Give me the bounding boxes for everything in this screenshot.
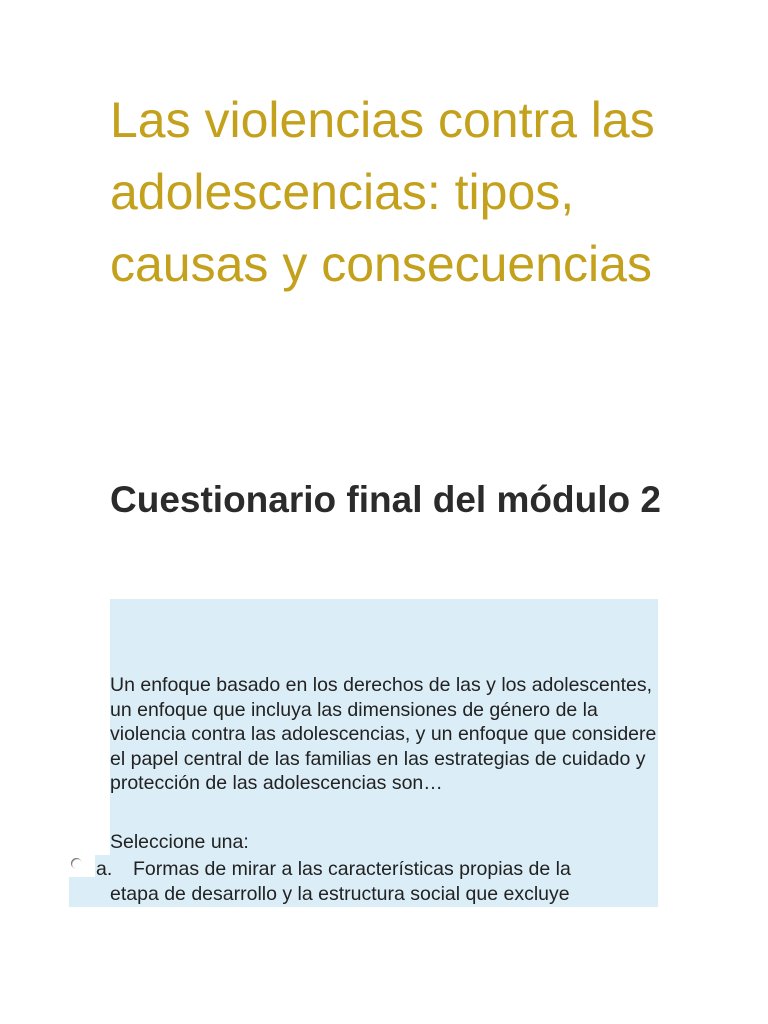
option-a-letter: a. — [96, 858, 113, 880]
quiz-title: Cuestionario final del módulo 2 — [110, 479, 661, 520]
option-a-radio[interactable] — [71, 858, 82, 869]
course-title: Las violencias contra las adolescencias: tipos, causas y consecuencias — [110, 92, 655, 292]
select-prompt: Seleccione una: — [110, 831, 249, 853]
option-a-text-continued[interactable]: etapa de desarrollo y la estructura social que excluye — [110, 883, 570, 905]
option-a-text[interactable]: Formas de mirar a las características propias de la — [133, 858, 571, 880]
question-text: Un enfoque basado en los derechos de las y los adolescentes, un enfoque que incluya las dimensiones de género de la violencia contra las adolescencias, y un enfoque que considere el papel central de las familias en las estrategias de cuidado y protección de las adolescencias son… — [110, 674, 657, 794]
